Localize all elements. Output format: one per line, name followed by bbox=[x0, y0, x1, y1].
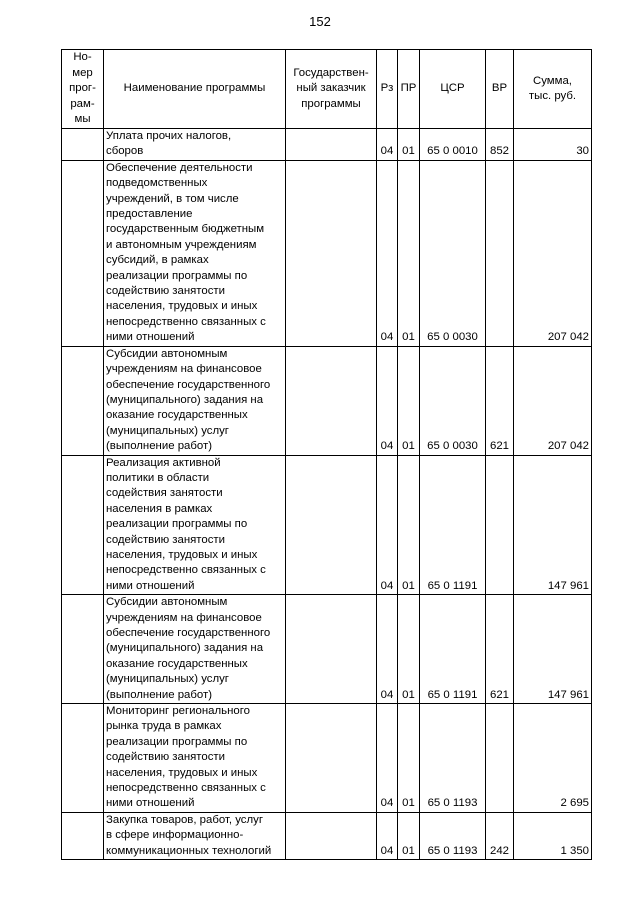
row-pr-code: 01 bbox=[398, 129, 420, 161]
row-program-number bbox=[62, 812, 104, 859]
row-program-name bbox=[104, 160, 286, 346]
header-rz: Рз bbox=[377, 50, 398, 129]
row-state-customer bbox=[286, 595, 377, 704]
row-csr-code: 65 0 1191 bbox=[420, 595, 486, 704]
table-header-row bbox=[62, 50, 592, 129]
row-program-name bbox=[104, 704, 286, 813]
row-sum-value: 207 042 bbox=[514, 346, 592, 455]
header-program-name: Наименование программы bbox=[104, 50, 286, 129]
row-rz-code: 04 bbox=[377, 455, 398, 595]
program-name-text: Субсидии автономным учреждениям на финансовое обеспечение государственного (муниципального) задания на оказание государственных (муниципальных) услуг (выполнение работ) bbox=[106, 347, 271, 453]
row-rz-code: 04 bbox=[377, 346, 398, 455]
table-row bbox=[62, 129, 592, 161]
row-program-name bbox=[104, 346, 286, 455]
row-csr-code: 65 0 1191 bbox=[420, 455, 486, 595]
table-row bbox=[62, 812, 592, 859]
row-program-number bbox=[62, 704, 104, 813]
row-program-name bbox=[104, 129, 286, 161]
row-program-number bbox=[62, 595, 104, 704]
row-state-customer bbox=[286, 812, 377, 859]
row-pr-code: 01 bbox=[398, 346, 420, 455]
row-pr-code: 01 bbox=[398, 595, 420, 704]
row-vr-code: 242 bbox=[486, 812, 514, 859]
row-state-customer bbox=[286, 455, 377, 595]
program-name-text: Субсидии автономным учреждениям на финансовое обеспечение государственного (муниципального) задания на оказание государственных (муниципальных) услуг (выполнение работ) bbox=[106, 596, 271, 701]
row-csr-code: 65 0 0030 bbox=[420, 160, 486, 346]
program-name-text: Закупка товаров, работ, услуг в сфере информационно- коммуникационных технологий bbox=[106, 813, 272, 857]
row-sum-value: 1 350 bbox=[514, 812, 592, 859]
row-vr-code: 621 bbox=[486, 595, 514, 704]
row-csr-code: 65 0 1193 bbox=[420, 704, 486, 813]
row-sum-value: 207 042 bbox=[514, 160, 592, 346]
row-state-customer bbox=[286, 346, 377, 455]
row-vr-code: 852 bbox=[486, 129, 514, 161]
program-name-text: Уплата прочих налогов, сборов bbox=[106, 130, 232, 158]
header-program-number: Но- мер прог- рам- мы bbox=[62, 50, 104, 129]
row-program-number bbox=[62, 129, 104, 161]
row-program-number bbox=[62, 346, 104, 455]
row-state-customer bbox=[286, 129, 377, 161]
row-sum-value: 147 961 bbox=[514, 595, 592, 704]
table-row bbox=[62, 160, 592, 346]
program-name-text: Реализация активной политики в области содействия занятости населения в рамках реализации программы по содействию занятости населения, трудовых и иных непосредственно связанных с ними отношений bbox=[106, 456, 266, 592]
row-pr-code: 01 bbox=[398, 160, 420, 346]
table-row bbox=[62, 704, 592, 813]
header-pr: ПР bbox=[398, 50, 420, 129]
table-row bbox=[62, 595, 592, 704]
budget-table bbox=[61, 49, 592, 860]
row-vr-code bbox=[486, 704, 514, 813]
row-sum-value: 30 bbox=[514, 129, 592, 161]
row-vr-code bbox=[486, 160, 514, 346]
row-pr-code: 01 bbox=[398, 812, 420, 859]
header-vr: ВР bbox=[486, 50, 514, 129]
row-rz-code: 04 bbox=[377, 812, 398, 859]
row-sum-value: 147 961 bbox=[514, 455, 592, 595]
row-csr-code: 65 0 1193 bbox=[420, 812, 486, 859]
row-vr-code bbox=[486, 455, 514, 595]
row-rz-code: 04 bbox=[377, 704, 398, 813]
row-program-name bbox=[104, 812, 286, 859]
row-rz-code: 04 bbox=[377, 160, 398, 346]
row-sum-value: 2 695 bbox=[514, 704, 592, 813]
table-row bbox=[62, 346, 592, 455]
header-sum: Сумма, тыс. руб. bbox=[514, 50, 592, 129]
program-name-text: Мониторинг регионального рынка труда в рамках реализации программы по содействию занятости населения, трудовых и иных непосредственно связанных с ними отношений bbox=[106, 705, 266, 810]
row-state-customer bbox=[286, 704, 377, 813]
row-csr-code: 65 0 0010 bbox=[420, 129, 486, 161]
header-csr: ЦСР bbox=[420, 50, 486, 129]
program-name-text: Обеспечение деятельности подведомственных учреждений, в том числе предоставление государственным бюджетным и автономным учреждениям субсидий, в рамках реализации программы по содействию занятости населения, трудовых и иных непосредственно связанных с ними отношений bbox=[106, 161, 266, 344]
table-body bbox=[62, 129, 592, 860]
row-vr-code: 621 bbox=[486, 346, 514, 455]
row-rz-code: 04 bbox=[377, 129, 398, 161]
row-program-name bbox=[104, 595, 286, 704]
row-pr-code: 01 bbox=[398, 704, 420, 813]
header-state-customer: Государствен- ный заказчик программы bbox=[286, 50, 377, 129]
row-pr-code: 01 bbox=[398, 455, 420, 595]
row-state-customer bbox=[286, 160, 377, 346]
row-program-name bbox=[104, 455, 286, 595]
row-program-number bbox=[62, 160, 104, 346]
page-number: 152 bbox=[309, 14, 331, 29]
table-row bbox=[62, 455, 592, 595]
row-csr-code: 65 0 0030 bbox=[420, 346, 486, 455]
row-rz-code: 04 bbox=[377, 595, 398, 704]
row-program-number bbox=[62, 455, 104, 595]
